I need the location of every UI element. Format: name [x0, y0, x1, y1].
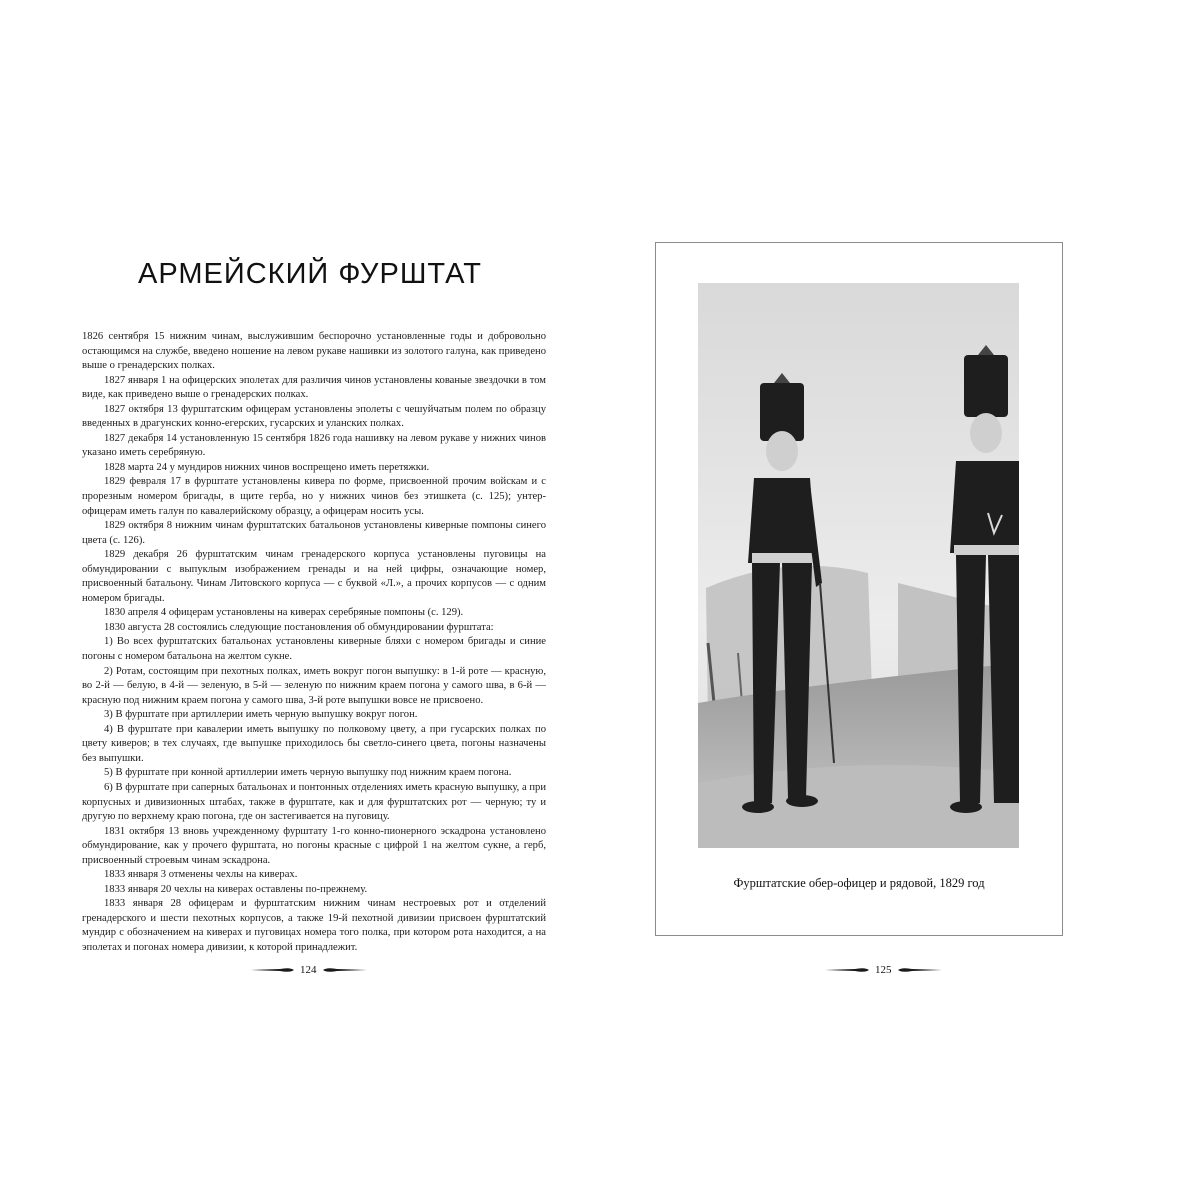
soldiers-engraving [698, 283, 1019, 848]
paragraph: 1833 января 3 отменены чехлы на киверах. [104, 869, 298, 881]
page-number: 124 [300, 964, 317, 976]
paragraph: 1827 декабря 14 установленную 15 сентября 1826 года нашивку на левом рукаве у нижних чинов указано иметь серебряную. [82, 432, 546, 459]
page-number: 125 [875, 964, 892, 976]
paragraph: 2) Ротам, состоящим при пехотных полках, иметь вокруг погон выпушку: в 1-й роте — красную, во 2-й — белую, в 4-й — зеленую, в 5-й — зеленую по нижним краем погона у самого шва, в 6-й — красную под нижним краем погона у самого шва, 3-й роте выпушки вовсе не присвоено. [82, 665, 546, 706]
paragraph: 1) Во всех фурштатских батальонах установлены киверные бляхи с номером бригады и синие погоны с номером батальона на желтом сукне. [82, 636, 546, 663]
paragraph: 1829 октября 8 нижним чинам фурштатских батальонов установлены киверные помпоны синего цвета (с. 126). [82, 520, 546, 546]
illustration-caption: Фурштатские обер-офицер и рядовой, 1829 год [733, 876, 985, 890]
paragraph: 6) В фурштате при саперных батальонах и понтонных отделениях иметь красную выпушку, а при корпусных и дивизионных штабах, также в фурштате, как и для фурштатских рот — черную; ту и другую по верхнему краю погона, где он застегивается на пуговицу. [82, 781, 546, 823]
paragraph: 5) В фурштате при конной артиллерии иметь черную выпушку под нижним краем погона. [104, 767, 512, 779]
paragraph: 1827 января 1 на офицерских эполетах для различия чинов установлены кованые звездочки в том виде, как приведено выше о гренадерских полках. [82, 374, 546, 401]
paragraph: 1833 января 28 офицерам и фурштатским нижним чинам нестроевых рот и отделений гренадерского и шести пехотных корпусов, а также 19-й пехотной дивизии присвоен фурштатский мундир с обозначением на киверах и пуговицах номера того полка, при котором рота находится, а на эполетах и погонах номера дивизии, к которой принадлежит. [82, 898, 546, 953]
paragraph: 1833 января 20 чехлы на киверах оставлены по-прежнему. [104, 883, 368, 895]
chapter-title: АРМЕЙСКИЙ ФУРШТАТ [138, 258, 482, 290]
page-number-right [825, 962, 942, 978]
paragraph: 3) В фурштате при артиллерии иметь черную выпушку вокруг погон. [104, 709, 418, 721]
paragraph: 1830 апреля 4 офицерам установлены на киверах серебряные помпоны (с. 129). [104, 607, 464, 619]
paragraph: 1829 декабря 26 фурштатским чинам гренадерского корпуса установлены пуговицы на обмундировании с выпуклым изображением гренады и на ней цифры, означающие номер, присвоенный батальону. Чинам Литовского корпуса — с буквой «Л.», а прочих корпусов — с одним номером бригады. [82, 549, 546, 604]
paragraph: 1831 октября 13 вновь учрежденному фурштату 1-го конно-пионерного эскадрона установлено обмундирование, как у прочего фурштата, но погоны красные с цифрой 1 на желтом сукне, а герб, присвоенный строевым чинам эскадрона. [82, 825, 546, 866]
folio-ornament-icon [825, 966, 869, 974]
paragraph: 1829 февраля 17 в фурштате установлены кивера по форме, присвоенной прочим войскам и с прорезным номером бригады, в щите герба, но у нижних чинов без этишкета (с. 125); унтер-офицерам иметь галун по кавалерийскому образцу, а офицерам носить усы. [82, 476, 546, 517]
paragraph: 1827 октября 13 фурштатским офицерам установлены эполеты с чешуйчатым полем по образцу введенных в драгунских конно-егерских, гусарских и уланских полках. [82, 403, 546, 430]
illustration [698, 283, 1019, 848]
folio-ornament-icon [323, 966, 367, 974]
paragraph: 1828 марта 24 у мундиров нижних чинов воспрещено иметь перетяжки. [104, 461, 430, 473]
paragraph: 4) В фурштате при кавалерии иметь выпушку по полковому цвету, а при гусарских полках по цвету киверов; в тех случаях, где выпушке приходилось бы светло-синего цвета, погоны назначены без выпушки. [82, 723, 546, 764]
paragraph: 1830 августа 28 состоялись следующие постановления об обмундировании фурштата: [104, 621, 494, 633]
folio-ornament-icon [898, 966, 942, 974]
page-number-left [250, 962, 367, 978]
paragraph: 1826 сентября 15 нижним чинам, выслужившим беспорочно установленные годы и добровольно остающимся на службе, введено ношение на левом рукаве нашивки из золотого галуна, как приведено выше о гренадерских полках. [82, 331, 546, 372]
body-text [82, 330, 546, 956]
folio-ornament-icon [250, 966, 294, 974]
